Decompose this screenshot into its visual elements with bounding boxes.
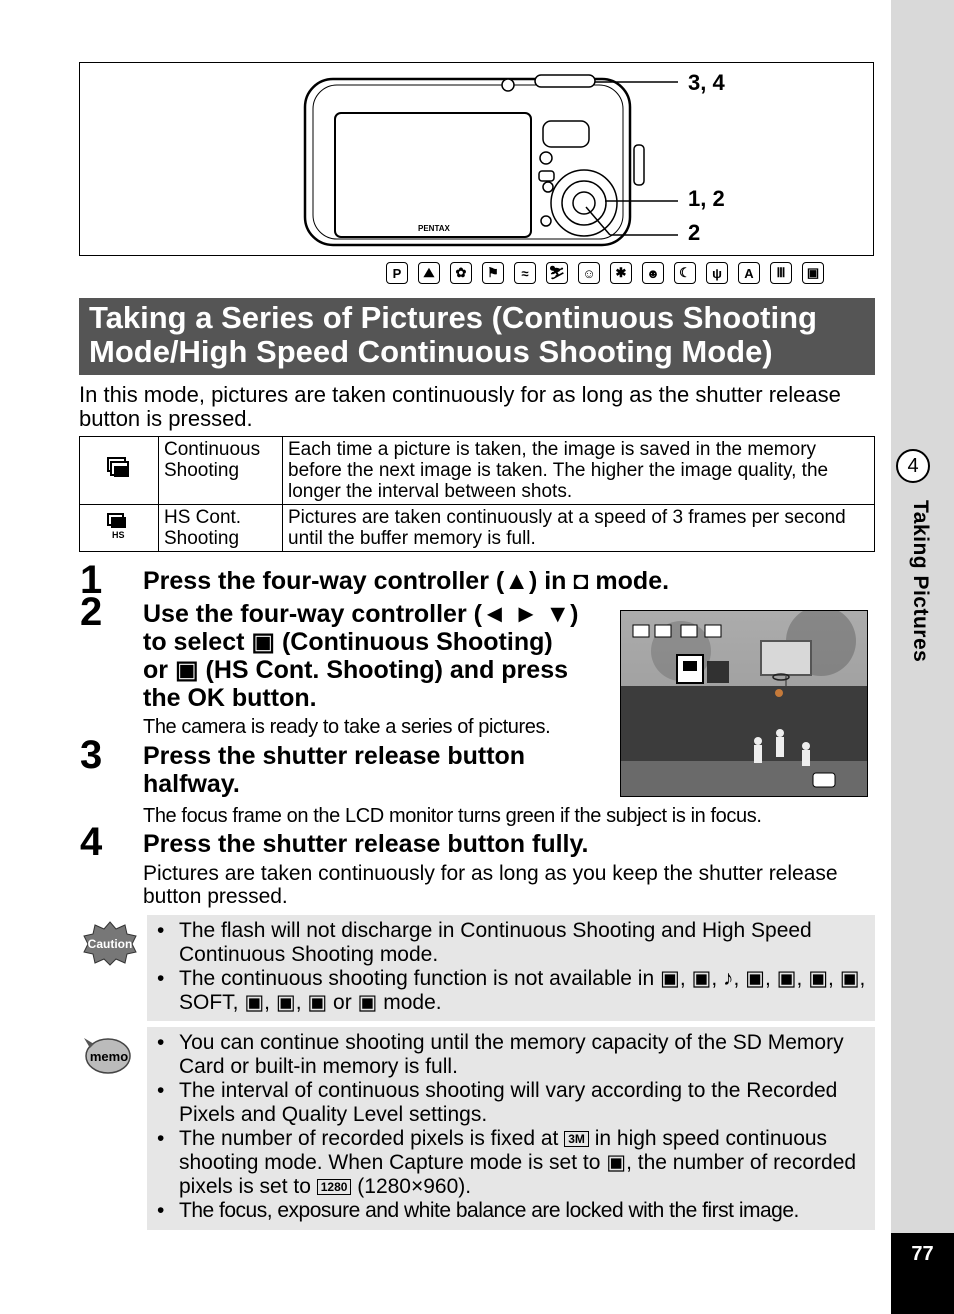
chapter-title: Taking Pictures <box>909 500 932 663</box>
capture-mode-icon: ▣ <box>606 1151 627 1174</box>
caution-badge-icon <box>82 920 138 966</box>
memo-pixels-part-2: in high speed continuous shooting mode. When Capture mode is set to <box>179 1127 828 1174</box>
landscape-mode-icon: ⛰ <box>418 262 440 284</box>
intro-text: In this mode, pictures are taken continuously for as long as the shutter release button is pressed. <box>79 382 841 431</box>
candle-mode-icon: ▣ <box>802 262 824 284</box>
table-desc-cell: Pictures are taken continuously at a speed of 3 frames per second until the buffer memory is full. <box>283 505 875 552</box>
callout-controller: 1, 2 <box>688 186 725 211</box>
step-2-number: 2 <box>80 590 103 634</box>
step-1-number: 1 <box>80 558 103 602</box>
mode-table <box>79 436 875 552</box>
hs-continuous-icon <box>106 512 132 540</box>
table-row <box>80 437 875 505</box>
callout-shutter: 3, 4 <box>688 70 725 95</box>
basketball-scene-image <box>621 611 868 797</box>
lcd-screen-photo <box>620 610 868 797</box>
memo-item: • You can continue shooting until the memory capacity of the SD Memory Card or built-in memory is full. <box>147 1031 875 1079</box>
section-title: Taking a Series of Pictures (Continuous Shooting Mode/High Speed Continuous Shooting Mode) <box>89 300 817 369</box>
page-number: 77 <box>891 1233 954 1314</box>
museum-mode-icon: Ⅲ <box>770 262 792 284</box>
table-name-cell: Continuous Shooting <box>159 437 283 505</box>
step-2-line-1: Use the four-way controller (◄ ► ▼) <box>143 600 579 628</box>
memo-pixels-part-3: , the number of recorded pixels is set to <box>179 1151 857 1198</box>
step-2-note: The camera is ready to take a series of pictures. <box>143 716 551 738</box>
memo-item: • The interval of continuous shooting will vary according to the Recorded Pixels and Quality Level settings. <box>147 1079 875 1127</box>
recorded-pixels-1280-icon: 1280 <box>317 1179 352 1195</box>
brand-label: PENTAX <box>418 224 450 233</box>
hs-label: HS <box>112 529 125 540</box>
step-4-text: Press the shutter release button fully. <box>143 830 589 858</box>
memo-item <box>147 1127 875 1199</box>
step-3-number: 3 <box>80 733 103 777</box>
table-name-cell: HS Cont. Shooting <box>159 505 283 552</box>
program-mode-icon: P <box>386 262 408 284</box>
memo-label: memo <box>89 1049 129 1064</box>
pet-mode-icon: ✱ <box>610 262 632 284</box>
memo-box <box>147 1027 875 1230</box>
continuous-icon <box>106 456 132 480</box>
caution-box <box>147 915 875 1021</box>
table-icon-cell <box>80 437 159 505</box>
table-icon-cell <box>80 505 159 552</box>
night-mode-icon: ☾ <box>674 262 696 284</box>
ski-mode-icon: ⛷ <box>546 262 568 284</box>
table-row <box>80 505 875 552</box>
camera-back-illustration <box>80 63 875 257</box>
chapter-number: 4 <box>896 449 930 483</box>
caution-label: Caution <box>87 937 133 951</box>
step-3-line-1: Press the shutter release button <box>143 742 526 770</box>
text-mode-icon: A <box>738 262 760 284</box>
camera-figure <box>79 62 874 256</box>
step-3-line-2: halfway. <box>143 770 240 798</box>
mode-icon-row <box>386 262 824 288</box>
memo-pixels-part-1: The number of recorded pixels is fixed at <box>179 1127 559 1150</box>
step-4-note: Pictures are taken continuously for as long as you keep the shutter release button pressed. <box>143 862 838 908</box>
step-4-number: 4 <box>80 820 103 864</box>
caution-item: • The continuous shooting function is not available in ▣, ▣, ♪, ▣, ▣, ▣, ▣, SOFT, ▣, ▣, ▣ or ▣ mode. <box>147 967 875 1015</box>
memo-badge-icon <box>80 1032 132 1076</box>
callout-ok: 2 <box>688 220 701 245</box>
step-3-note: The focus frame on the LCD monitor turns green if the subject is in focus. <box>143 805 762 827</box>
sport-mode-icon: ⚑ <box>482 262 504 284</box>
step-2-line-4: the OK button. <box>143 684 317 712</box>
section-title-bar <box>79 298 875 375</box>
memo-pixels-part-4: (1280×960). <box>357 1175 472 1198</box>
surf-mode-icon: ≈ <box>514 262 536 284</box>
portrait-mode-icon: ☻ <box>642 262 664 284</box>
memo-item: • The focus, exposure and white balance are locked with the first image. <box>147 1199 875 1223</box>
flower-mode-icon: ✿ <box>450 262 472 284</box>
step-1-text: Press the four-way controller (▲) in ◘ mode. <box>143 567 670 595</box>
recorded-pixels-3m-icon: 3M <box>564 1131 589 1147</box>
caution-item: • The flash will not discharge in Continuous Shooting and High Speed Continuous Shooting mode. <box>147 919 875 967</box>
step-2-line-2: to select ▣ (Continuous Shooting) <box>143 628 553 656</box>
kids-mode-icon: ☺ <box>578 262 600 284</box>
table-desc-cell: Each time a picture is taken, the image is saved in the memory before the next image is taken. The higher the image quality, the longer the interval between shots. <box>283 437 875 505</box>
step-2-line-3: or ▣ (HS Cont. Shooting) and press <box>143 656 568 684</box>
food-mode-icon: ψ <box>706 262 728 284</box>
